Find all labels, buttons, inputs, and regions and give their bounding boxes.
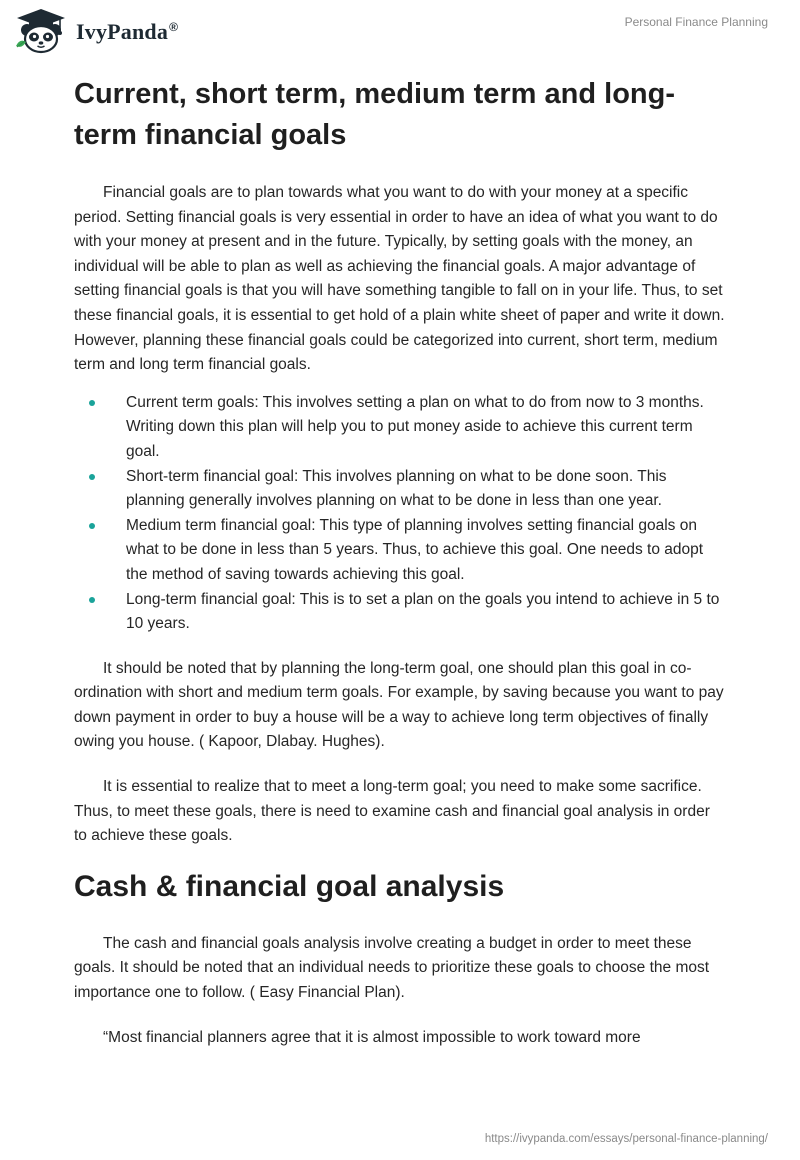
bullet-dot-icon bbox=[89, 400, 95, 406]
brand-name: IvyPanda® bbox=[76, 19, 179, 44]
list-item: Long-term financial goal: This is to set a plan on the goals you intend to achieve in 5 to 10 years. bbox=[74, 588, 726, 637]
section-heading-analysis: Cash & financial goal analysis bbox=[74, 869, 505, 903]
document-title: Personal Finance Planning bbox=[624, 15, 768, 29]
bullet-dot-icon bbox=[89, 474, 95, 480]
paragraph: Financial goals are to plan towards what you want to do with your money at a specific period. Setting financial goals is very essential in order to have an idea of what you want to do with your money at present and in the future. Typically, by setting goals with the money, an individual will be able to plan as well as achieving the financial goals. A major advantage of setting financial goals is that you will have something tangible to fall on in your life. Thus, to set these financial goals, it is essential to get hold of a plain white sheet of paper and write it down. However, planning these financial goals could be categorized into current, short term, medium term and long term financial goals. bbox=[74, 184, 725, 374]
source-url[interactable]: https://ivypanda.com/essays/personal-finance-planning/ bbox=[484, 1133, 768, 1145]
brand-logo[interactable] bbox=[14, 8, 178, 54]
goals-list bbox=[74, 391, 726, 637]
paragraph: The cash and financial goals analysis involve creating a budget in order to meet these goals. It should be noted that an individual needs to prioritize these goals to choose the most importance one to follow. ( Easy Financial Plan). bbox=[74, 934, 710, 1002]
article-body bbox=[74, 74, 726, 1050]
panda-graduate-icon bbox=[14, 8, 68, 54]
paragraph: It should be noted that by planning the long-term goal, one should plan this goal in co-ordination with short and medium term goals. For example, by saving because you want to pay down payment in order to buy a house will be a way to achieve long term objectives of finally owing you house. ( Kapoor, Dlabay. Hughes). bbox=[74, 659, 724, 751]
paragraph: It is essential to realize that to meet a long-term goal; you need to make some sacrifice. Thus, to meet these goals, there is need to examine cash and financial goal analysis in order to achieve these goals. bbox=[74, 778, 710, 845]
page-header bbox=[0, 0, 800, 60]
section-heading-goals: Current, short term, medium term and long-term financial goals bbox=[74, 78, 675, 151]
list-item: Current term goals: This involves setting a plan on what to do from now to 3 months. Writing down this plan will help you to put money aside to achieve this current term goal. bbox=[74, 391, 726, 465]
paragraph: “Most financial planners agree that it is almost impossible to work toward more bbox=[103, 1028, 641, 1046]
registered-mark: ® bbox=[169, 19, 179, 34]
bullet-dot-icon bbox=[89, 597, 95, 603]
bullet-dot-icon bbox=[89, 523, 95, 529]
list-item: Medium term financial goal: This type of planning involves setting financial goals on what to be done in less than 5 years. Thus, to achieve this goal. One needs to adopt the method of saving towards achieving this goal. bbox=[74, 514, 726, 588]
list-item: Short-term financial goal: This involves planning on what to be done soon. This planning generally involves planning on what to be done in less than one year. bbox=[74, 465, 726, 514]
